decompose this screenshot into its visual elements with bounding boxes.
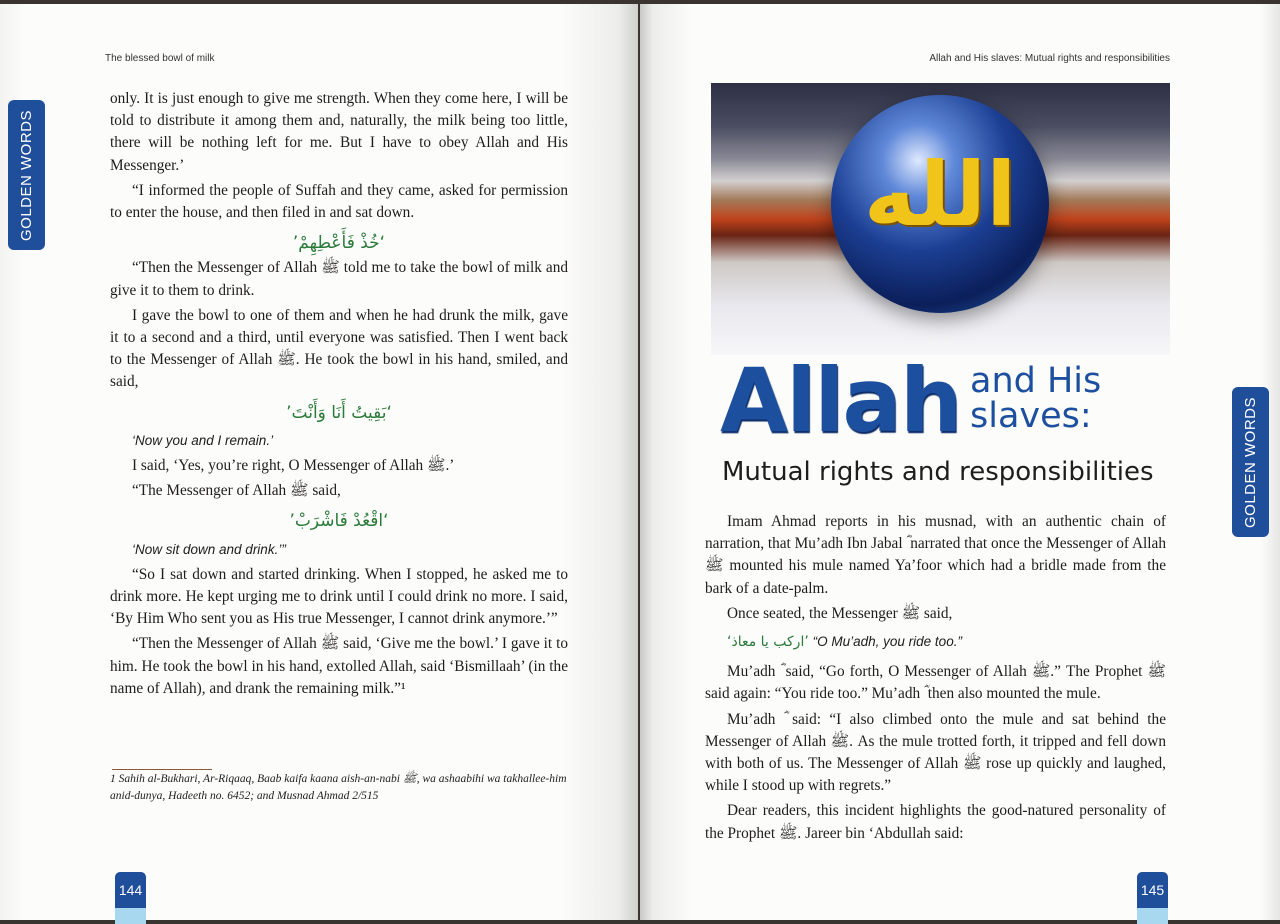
arabic-quote: ‘اركب يا معاذ’: [727, 634, 809, 651]
translation: “O Mu’adh, you ride too.”: [812, 634, 962, 650]
side-tab-golden-words: GOLDEN WORDS: [8, 100, 45, 250]
paragraph: “Then the Messenger of Allah ﷺ said, ‘Give me the bowl.’ I gave it to him. He took the bowl in his hand, extolled Allah, said ‘Bismillaah’ (in the name of Allah), and drank the remaining milk.”¹: [110, 635, 568, 697]
page-number: 144: [115, 872, 146, 908]
arabic-quote: ‘بَقِيتُ أَنَا وَأَنْتَ’: [286, 402, 392, 423]
chapter-title: Allah: [720, 349, 961, 452]
page-number: 145: [1137, 872, 1168, 908]
paragraph: “The Messenger of Allah ﷺ said,: [132, 482, 341, 500]
paragraph: “So I sat down and started drinking. When I stopped, he asked me to drink more. He kept urging me to drink until I could drink no more. I said, ‘By Him Who sent you as His true Messenger, I cannot drink anymore.’”: [110, 565, 568, 628]
globe-image: [831, 95, 1049, 313]
translation: ‘Now you and I remain.’: [132, 432, 274, 448]
paragraph: Mu’adh ؓ said, “Go forth, O Messenger of Allah ﷺ.” The Prophet ﷺ said again: “You ride too.” Mu’adh ؓ then also mounted the mule.: [705, 663, 1166, 703]
paragraph: I gave the bowl to one of them and when he had drunk the milk, gave it to a second and a third, until everyone was satisfied. Then I went back to the Messenger of Allah ﷺ. He took the bowl in his hand, smiled, and said,: [110, 306, 568, 391]
color-strip: [115, 908, 146, 924]
body-text: [110, 88, 568, 703]
side-tab-golden-words: GOLDEN WORDS: [1232, 387, 1269, 537]
title-line: and His: [970, 361, 1102, 401]
paragraph: Imam Ahmad reports in his musnad, with an authentic chain of narration, that Mu’adh Ibn Jabal ؓ narrated that once the Messenger of Allah ﷺ mounted his mule named Ya’foor which had a bridle made from the bark of a date-palm.: [705, 513, 1166, 597]
allah-calligraphy: الله: [863, 143, 1017, 246]
right-page: [640, 4, 1280, 920]
left-page: [0, 4, 638, 920]
paragraph: only. It is just enough to give me strength. When they come here, I will be told to distribute it among them and, naturally, the milk being too little, there will be nothing left for me. But I have to obey Allah and His Messenger.’: [110, 90, 568, 174]
title-line: slaves:: [970, 396, 1092, 436]
arabic-quote: ‘خُذْ فَأَعْطِهِمْ’: [292, 233, 386, 254]
paragraph: Dear readers, this incident highlights the good-natured personality of the Prophet ﷺ. Jareer bin ‘Abdullah said:: [705, 802, 1166, 842]
footnote: 1 Sahih al-Bukhari, Ar-Riqaaq, Baab kaifa kaana aish-an-nabi ﷺ, wa ashaabihi wa takhallee-him anid-dunya, Hadeeth no. 6452; and Musnad Ahmad 2/515: [110, 773, 567, 802]
chapter-subtitle: Mutual rights and responsibilities: [722, 457, 1154, 487]
chapter-title-secondary: [970, 361, 1102, 436]
color-strip: [1137, 908, 1168, 924]
running-head: The blessed bowl of milk: [105, 53, 215, 64]
paragraph: “I informed the people of Suffah and they came, asked for permission to enter the house, and then filed in and sat down.: [110, 181, 568, 222]
running-head: Allah and His slaves: Mutual rights and responsibilities: [929, 53, 1170, 64]
body-text: [705, 511, 1166, 848]
footnote-rule: [112, 769, 212, 770]
paragraph: “Then the Messenger of Allah ﷺ told me to take the bowl of milk and give it to them to drink.: [110, 259, 568, 299]
arabic-quote: ‘اقْعُدْ فَاشْرَبْ’: [289, 511, 389, 532]
paragraph: I said, ‘Yes, you’re right, O Messenger of Allah ﷺ.’: [132, 457, 455, 475]
arabic-line: [727, 631, 1166, 653]
paragraph: Mu’adh ؓ said: “I also climbed onto the mule and sat behind the Messenger of Allah ﷺ. As the mule trotted forth, it tripped and fell down with both of us. The Messenger of Allah ﷺ rose up quickly and laughed, while I stood up with regrets.”: [705, 710, 1167, 795]
hero-image: [711, 83, 1170, 355]
paragraph: Once seated, the Messenger ﷺ said,: [727, 604, 953, 622]
translation: ‘Now sit down and drink.’”: [132, 541, 286, 557]
